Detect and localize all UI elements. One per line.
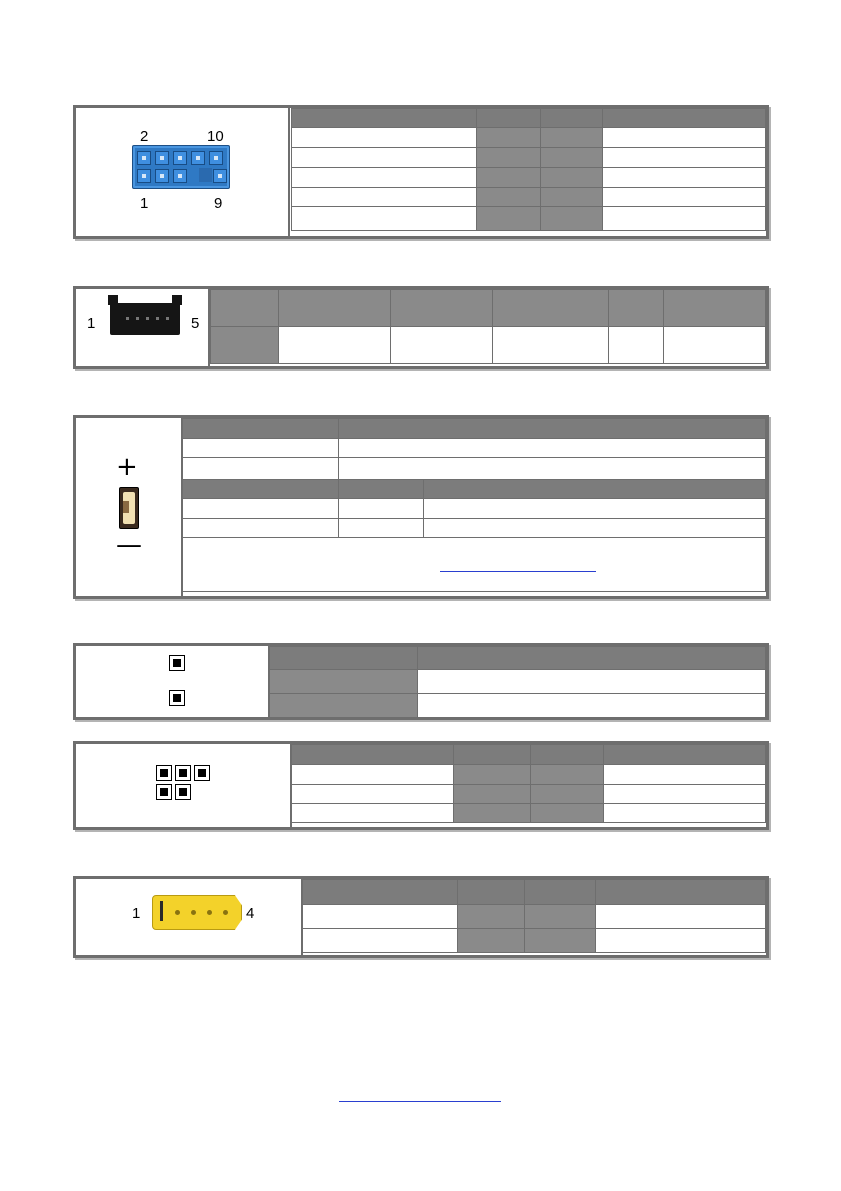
pin-label-1: 1 xyxy=(140,195,149,212)
table-row xyxy=(270,670,766,694)
pin-table xyxy=(269,646,766,718)
pin-table xyxy=(291,744,766,823)
square-pin-icon xyxy=(194,765,210,781)
table-row xyxy=(292,745,766,765)
hyperlink-underline[interactable] xyxy=(440,571,596,572)
table-row xyxy=(292,109,766,128)
table-row xyxy=(292,168,766,188)
black-5pin-connector-icon xyxy=(110,303,180,335)
pin-label-2: 2 xyxy=(140,128,149,145)
blue-10pin-header-icon xyxy=(132,145,230,189)
table-row xyxy=(292,785,766,804)
two-pin-panel xyxy=(73,643,769,720)
fan-connector-panel xyxy=(73,286,769,369)
yellow-4pin-molex-icon xyxy=(152,895,242,930)
table-row xyxy=(183,499,766,519)
table-row xyxy=(303,905,766,929)
pin-table xyxy=(210,289,766,364)
connector-image-cell xyxy=(76,879,303,955)
square-pin-icon xyxy=(156,784,172,800)
table-row xyxy=(270,694,766,718)
minus-label: — xyxy=(116,530,142,560)
table-row xyxy=(292,765,766,785)
pin-label-5: 5 xyxy=(191,315,200,332)
square-pin-icon xyxy=(175,784,191,800)
table-row xyxy=(292,188,766,207)
square-pin-icon xyxy=(169,655,185,671)
pin-label-9: 9 xyxy=(214,195,223,212)
square-pin-icon xyxy=(169,690,185,706)
molex-connector-panel xyxy=(73,876,769,958)
missing-pin-key-icon xyxy=(199,168,212,182)
table-row xyxy=(292,804,766,823)
table-row xyxy=(183,519,766,538)
pin-header-10pin-panel xyxy=(73,105,769,239)
table-row xyxy=(183,439,766,458)
table-row xyxy=(292,207,766,231)
connector-image-cell xyxy=(76,744,292,827)
pin-label-10: 10 xyxy=(207,128,224,145)
table-row xyxy=(183,480,766,499)
pin-label-1: 1 xyxy=(87,315,96,332)
table-row xyxy=(270,647,766,670)
table-row xyxy=(292,148,766,168)
pin-table xyxy=(182,418,766,592)
pin-label-1: 1 xyxy=(132,905,141,922)
square-pin-icon xyxy=(175,765,191,781)
connector-image-cell xyxy=(76,418,183,596)
table-row xyxy=(183,538,766,592)
pin-label-4: 4 xyxy=(246,905,255,922)
pin-table xyxy=(302,879,766,953)
five-pin-panel xyxy=(73,741,769,830)
table-row xyxy=(183,419,766,439)
jumper-panel xyxy=(73,415,769,599)
plus-label: + xyxy=(116,452,138,482)
square-pin-icon xyxy=(156,765,172,781)
table-row xyxy=(183,458,766,480)
table-row xyxy=(303,880,766,905)
pin-table xyxy=(291,108,766,231)
table-row xyxy=(211,327,766,364)
connector-image-cell xyxy=(76,108,290,236)
table-row xyxy=(292,128,766,148)
table-row xyxy=(303,929,766,953)
connector-image-cell xyxy=(76,646,270,717)
jumper-connector-icon xyxy=(119,487,139,529)
footer-hyperlink-underline[interactable] xyxy=(339,1101,501,1102)
connector-image-cell xyxy=(76,289,210,366)
table-row xyxy=(211,290,766,327)
